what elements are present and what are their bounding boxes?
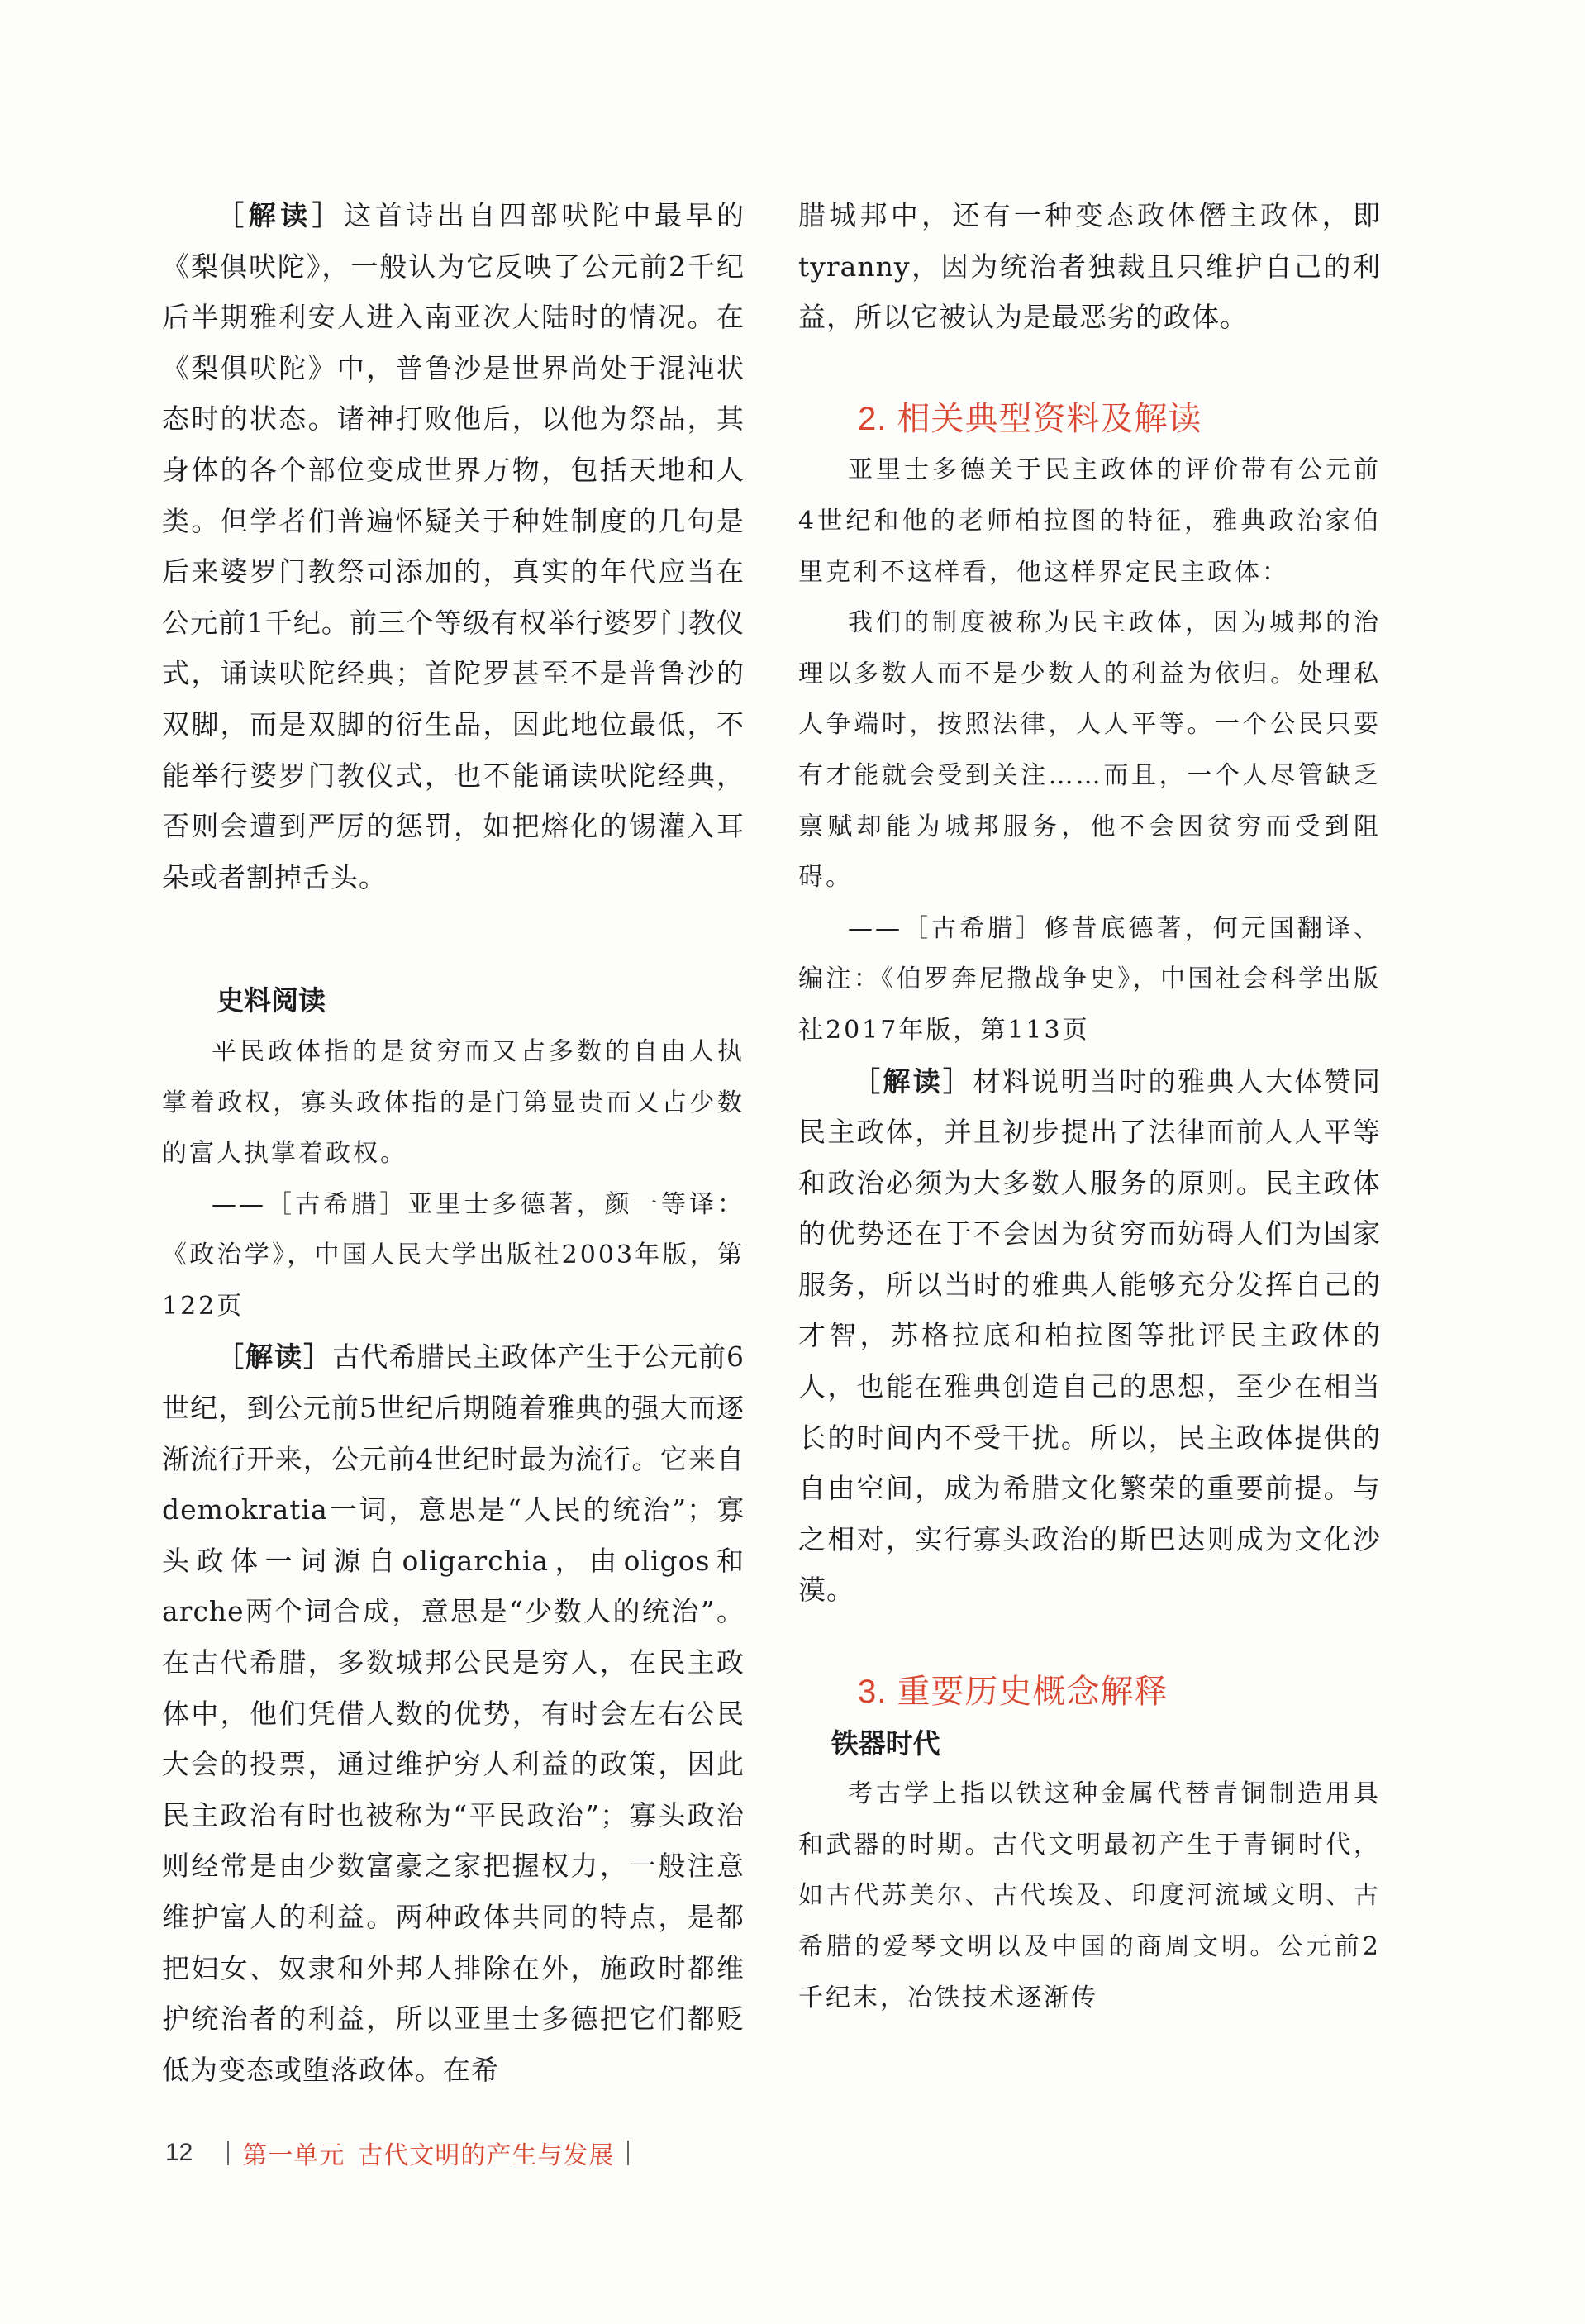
interpretation-paragraph-2 — [162, 1331, 745, 2095]
source-quote: 平民政体指的是贫穷而又占多数的自由人执掌着政权，寡头政体指的是门第显贵而又占少数的富人执掌着政权。 — [162, 1036, 745, 1169]
interpretation-text: 这首诗出自四部吠陀中最早的《梨俱吠陀》，一般认为它反映了公元前2千纪后半期雅利安人进入南亚次大陆时的情况。在《梨俱吠陀》中，普鲁沙是世界尚处于混沌状态时的状态。诸神打败他后，以他为祭品，其身体的各个部位变成世界万物，包括天地和人类。但学者们普遍怀疑关于种姓制度的几句是后来婆罗门教祭司添加的，真实的年代应当在公元前1千纪。前三个等级有权举行婆罗门教仪式，诵读吠陀经典；首陀罗甚至不是普鲁沙的双脚，而是双脚的衍生品，因此地位最低，不能举行婆罗门教仪式，也不能诵读吠陀经典，否则会遭到严厉的惩罚，如把熔化的锡灌入耳朵或者割掉舌头。 — [162, 199, 745, 893]
section-intro: 亚里士多德关于民主政体的评价带有公元前4世纪和他的老师柏拉图的特征，雅典政治家伯里克利不这样看，他这样界定民主政体： — [798, 455, 1381, 587]
section-title-3: 3. 重要历史概念解释 — [858, 1674, 1169, 1711]
unit-label: 第一单元 — [242, 2142, 345, 2169]
reading-heading: 史料阅读 — [217, 985, 326, 1017]
continued-paragraph: 腊城邦中，还有一种变态政体僭主政体，即tyranny，因为统治者独裁且只维护自己的利益，所以它被认为是最恶劣的政体。 — [798, 199, 1381, 334]
concept-heading: 铁器时代 — [831, 1727, 940, 1759]
interpretation-tag: ［解读］ — [217, 200, 345, 231]
concept-text: 考古学上指以铁这种金属代替青铜制造用具和武器的时期。古代文明最初产生于青铜时代，如古代苏美尔、古代埃及、印度河流域文明、古希腊的爱琴文明以及中国的商周文明。公元前2千纪末，冶铁技术逐渐传 — [798, 1779, 1381, 2012]
source-citation: ——［古希腊］修昔底德著，何元国翻译、编注：《伯罗奔尼撒战争史》，中国社会科学出版社2017年版，第113页 — [798, 913, 1381, 1045]
interpretation-text: 材料说明当时的雅典人大体赞同民主政体，并且初步提出了法律面前人人平等和政治必须为大多数人服务的原则。民主政体的优势还在于不会因为贫穷而妨碍人们为国家服务，所以当时的雅典人能够充分发挥自己的才智，苏格拉底和柏拉图等批评民主政体的人，也能在雅典创造自己的思想，至少在相当长的时间内不受干扰。所以，民主政体提供的自由空间，成为希腊文化繁荣的重要前提。与之相对，实行寡头政治的斯巴达则成为文化沙漠。 — [798, 1064, 1382, 1607]
interpretation-text: 古代希腊民主政体产生于公元前6世纪，到公元前5世纪后期随着雅典的强大而逐渐流行开来，公元前4世纪时最为流行。它来自demokratia一词，意思是“人民的统治”；寡头政体一词源自oligarchia，由oligos和arche两个词合成，意思是“少数人的统治”。在古代希腊，多数城邦公民是穷人，在民主政体中，他们凭借人数的优势，有时会左右公民大会的投票，通过维护穷人利益的政策，因此民主政治有时也被称为“平民政治”；寡头政治则经常是由少数富豪之家把握权力，一般注意维护富人的利益。两种政体共同的特点，是都把妇女、奴隶和外邦人排除在外，施政时都维护统治者的利益，所以亚里士多德把它们都贬低为变态或堕落政体。在希 — [162, 1341, 745, 2086]
source-citation: ——［古希腊］亚里士多德著，颜一等译：《政治学》，中国人民大学出版社2003年版，第122页 — [162, 1189, 745, 1321]
interpretation-paragraph-1 — [162, 190, 745, 902]
section-title-2: 2. 相关典型资料及解读 — [858, 400, 1202, 437]
left-column — [162, 190, 745, 2095]
page-number: 12 — [165, 2139, 193, 2166]
divider — [627, 2141, 629, 2165]
divider — [227, 2141, 229, 2165]
interpretation-paragraph-3 — [798, 1056, 1381, 1617]
page-footer — [165, 2135, 642, 2171]
chapter-label: 古代文明的产生与发展 — [358, 2142, 615, 2169]
interpretation-tag: ［解读］ — [853, 1065, 973, 1097]
source-quote: 我们的制度被称为民主政体，因为城邦的治理以多数人而不是少数人的利益为依归。处理私人争端时，按照法律，人人平等。一个公民只要有才能就会受到关注……而且，一个人尽管缺乏禀赋却能为城邦服务，他不会因贫穷而受到阻碍。 — [798, 608, 1381, 893]
right-column — [798, 190, 1381, 2023]
interpretation-tag: ［解读］ — [217, 1341, 333, 1373]
